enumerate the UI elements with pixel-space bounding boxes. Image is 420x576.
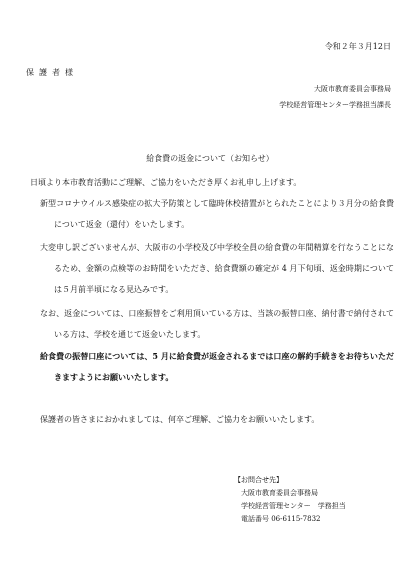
contact-department: 学校経営管理センター 学務担当 (241, 502, 346, 510)
paragraph-account-notice: 給食費の振替口座については、5 月に給食費が返金されるまでは口座の解約手続きをお待ちいただきますようにお願いいたします。 (40, 351, 394, 382)
paragraph-closing: 保護者の皆さまにおかれましては、何卒ご理解、ご協力をお願いいたします。 (40, 415, 320, 424)
contact-organization: 大阪市教育委員会事務局 (241, 489, 318, 497)
paragraph-refund-timing: 大変申し訳ございませんが、大阪市の小学校及び中学校全員の給食費の年間精算を行なうことになるため、金額の点検等のお時間をいただき、給食費額の確定が 4 月下旬頃、返金時期については５月前半頃になる見込みです。 (40, 243, 394, 294)
paragraph-refund-method: なお、返金については、口座振替をご利用頂いている方は、当該の振替口座、納付書で納付されている方は、学校を通じて返金いたします。 (40, 309, 394, 339)
contact-block (234, 474, 346, 526)
addressee: 保護者様 (26, 68, 78, 77)
contact-heading: 【お問合せ先】 (234, 476, 283, 484)
sender-organization: 大阪市教育委員会事務局 (314, 85, 391, 93)
paragraph-greeting: 日頃より本市教育活動にご理解、ご協力をいただき厚くお礼申し上げます。 (30, 178, 302, 187)
sender-title: 学校経営管理センター学務担当課長 (279, 101, 391, 109)
document-date: 令和２年３月12日 (324, 42, 391, 51)
document-title: 給食費の返金について（お知らせ） (146, 154, 274, 163)
paragraph-refund-reason: 新型コロナウイルス感染症の拡大予防策として臨時休校措置がとられたことにより３月分の給食費について返金（還付）をいたします。 (40, 199, 394, 229)
contact-phone: 電話番号 06-6115-7832 (241, 515, 321, 523)
